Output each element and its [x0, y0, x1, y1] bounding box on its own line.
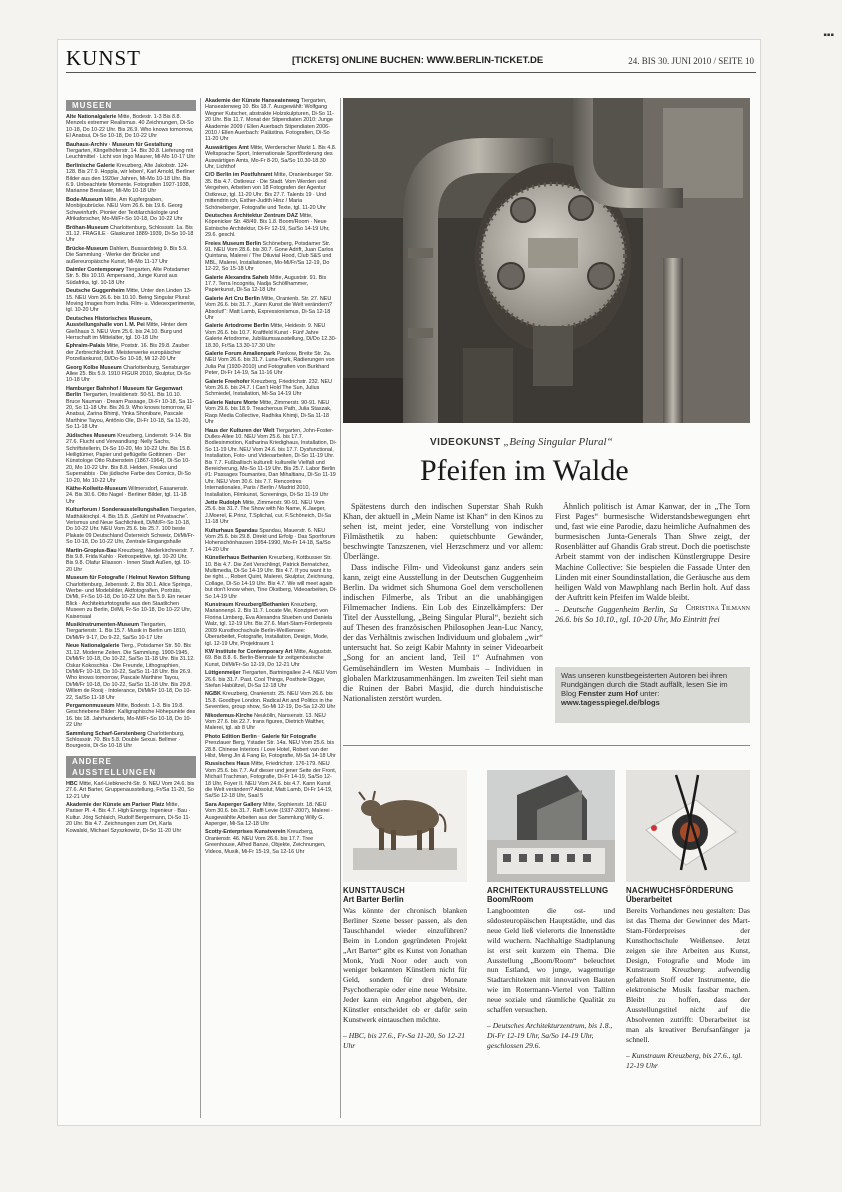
listing-entry	[205, 379, 337, 398]
listing-entry	[205, 323, 337, 349]
listing-details: Kreuzberg, Mariannenpl. 2. Bis 11.7. Locate Me, Konzipiert von Florina Limberg, Eva Alexandra Stueben und Daniela Walz, tgl. 12-19 Uhr. Bis 27.6. Mart-Stam-Förderpreis 2009 Kunsthochschule Berlin-Weißensee: Überarbeitet, Fotografie, Installation, Design, Mode, tgl. 12-19 Uhr, Projektraum 1	[205, 602, 333, 647]
listing-entry	[66, 575, 196, 620]
listing-entry	[66, 507, 196, 545]
feature-kicker: NACHWUCHSFÖRDERUNG	[626, 886, 734, 895]
listing-details: Wilmersdorf, Fasanenstr. 24. Bis 30.6. Otto Nagel · Berliner Bilder, tgl. 11-18 Uhr	[66, 485, 189, 505]
listings-column-1	[66, 98, 196, 1118]
listing-venue: Museum für Fotografie / Helmut Newton Stiftung	[66, 575, 190, 582]
exhibition-listings-a	[66, 781, 196, 834]
event-info: – Deutsche Guggenheim Berlin, Sa 26.6. bis So 10.10., tgl. 10-20 Uhr, Mo Eintritt frei	[555, 604, 720, 625]
listing-details: Mitte, Zimmerstr. 90-91. NEU Vom 25.6. bis 31.7. The Show with No Name, K.Jaeger, J.Moerel, E.Prinz, T.Splichal, cur. F.Schöneich, Di-Sa 11-18 Uhr	[205, 499, 332, 526]
listing-details: Spandau, Mauerstr. 6. NEU Vom 25.6. bis 29.8. Direkt und Erfolg · Das Sportforum Hohenschönhausen 1954-1990, Mo-Fr 14-18, Sa/So 14-20 Uhr	[205, 527, 336, 553]
listing-entry	[205, 500, 337, 526]
listing-entry	[66, 197, 196, 223]
museen-label: MUSEEN	[66, 100, 196, 111]
listing-entry	[205, 670, 337, 689]
listing-details: Kreuzberg, Oranienstr. 25. NEU Vom 26.6. bis 15.8. Goodbye London. Radical Art and Politics in the Seventies, group show, So-Mi 12-19, Do-Sa 12-20 Uhr	[205, 691, 336, 711]
listing-entry	[66, 316, 196, 342]
listing-entry	[66, 433, 196, 484]
listing-venue: Bauhaus-Archiv · Museum für Gestaltung	[66, 141, 173, 148]
listing-entry	[205, 428, 337, 498]
andere-label: ANDERE AUSSTELLUNGEN	[66, 756, 196, 778]
museum-listings	[66, 114, 196, 750]
feature-title: Überarbeitet	[626, 895, 672, 904]
listing-venue: Freies Museum Berlin	[205, 240, 262, 247]
listing-details: Mitte, Auguststr. 69. Bis 8.8. 6. Berlin-Biennale für zeitgenössische Kunst, Di/Mi/Fr-So 12-19, Do 12-21 Uhr	[205, 648, 333, 668]
listing-entry	[66, 142, 196, 161]
listing-venue: Nikodemus-Kirche	[205, 712, 253, 719]
listing-details: Kreuzberg, Niederkirchnerstr. 7. Bis 9.8. Frida Kahlo · Retrospektive, tgl. 10-20 Uhr. Bis 9.8. Olafur Eliasson · Innen Stadt Außen, tgl. 10-20 Uhr	[66, 547, 195, 573]
scan-marks: ▪▪▪	[823, 30, 834, 41]
listing-entry	[205, 275, 337, 294]
listings-column-2	[205, 98, 337, 1118]
listing-venue: Bröhan-Museum	[66, 224, 109, 231]
feature-info: – HBC, bis 27.6., Fr-Sa 11-20, So 12-21 Uhr	[343, 1030, 466, 1050]
listing-venue: Galerie Alexandra Saheb	[205, 274, 269, 281]
listing-details: Tiergarten, Tiergartenstr. 1. Bis 15.7. Musik in Berlin um 1810, Di/Mi/Fr 9-17, Do 9-22, Sa/So 10-17 Uhr	[66, 622, 187, 641]
listing-details: Tiergarten, Bartningallee 2-4. NEU Vom 26.6. bis 31.7. Past. Cool Things, Posthole Digger, Stefan Habültzel, Di-Sa 12-18 Uhr	[205, 670, 337, 689]
kicker-category: VIDEOKUNST	[430, 437, 501, 448]
section-title: KUNST	[66, 46, 142, 70]
listing-details: Tierg., Potsdamer Str. 50. Bis 31.12. Moderne Zeiten. Die Sammlung. 1900-1945, Di/Mi/Fr 10-18, Do 10-22, Sa/So 11-18 Uhr. Bis 31.12. Oskar Kokoschka · Die Freunde, Lithographien, Di/Mi/Fr 10-18, Do 10-22, Sa/So 11-18 Uhr. Bis 26.9. Who knows tomorrow, Pascale Marthine Tayou, Di/Mi/Fr 10-18, Do 10-22, Sa/So 11-18 Uhr. Bis 29.8. Willem de Rooij · Intolerance, Di/Mi/Fr 10-18, Do 10-22, Sa/So 11-18 Uhr	[66, 643, 195, 701]
listing-venue: Georg Kolbe Museum	[66, 364, 122, 371]
listing-entry	[205, 145, 337, 171]
feature-architektur	[487, 886, 615, 1051]
blog-promo-box	[555, 667, 750, 723]
listing-details: Mitte, Unter den Linden 13-15. NEU Vom 26.6. bis 10.10. Being Singular Plural: Moving Images from India. Film- u. Videoexperimente, tgl. 10-20 Uhr	[66, 288, 196, 314]
listing-entry	[205, 528, 337, 554]
listing-details: Tiergarten, Invalidenstr. 50-51. Bis 10.10. Bruce Nauman · Dream Passage, Di-Fr 10-18, Sa 11-20, So 11-18 Uhr. Bis 26.9. Who knows tomorrow, El Anatsui, Zarina Bhimji, Yinka Shonibare, Pascale Marthine Tayou, Antônio Ole, Di-Fr 10-18, Sa 11-20, So 11-18 Uhr	[66, 392, 195, 431]
listing-entry	[205, 649, 337, 668]
listing-entry	[205, 734, 337, 760]
listing-details: Tiergarten, John-Foster-Dulles-Allee 10. NEU Vom 25.6. bis 17.7. Bodiesinmotion, Katharina Kriedighaus, Installation, Di-So 11-19 Uhr. NEU Vom 24.6. bis 17.7. Dysfunctional, Installation, Foto- und Videoarbeiten, Di-So 11-19 Uhr. Bis 7.7. Fußballisch kulturell: kulturelle Vielfalt und Bereicherung, Mo-So 11-19 Uhr. Bis 25.7. Labor Berlin #1: Passages Toumantes, Dan Mihaltianu, Di-So 11-19 Uhr. NEU Vom 30.6. bis 7.7. Rencontres Internationales, Paris / Berlin / Madrid 2010, Installation, Filmkunst, Screenings, Di-So 11-19 Uhr	[205, 427, 337, 498]
listing-details: Schöneberg, Potsdamer Str. 91. NEU Vom 28.6. bis 30.7. Gone Adrift, Juan Carlos Quintana, Malerei / The Diluvial Hood, Club S&S und MBL, Malerei, Installationen, Mo-Mi/Fr/Sa 12-19, Do 12-22, So 15-18 Uhr	[205, 240, 334, 273]
article-column-2	[555, 502, 750, 625]
listing-venue: Galerie Forum Amalienpark	[205, 351, 276, 358]
listing-entry	[66, 267, 196, 286]
listing-venue: Galerie Art Cru Berlin	[205, 295, 260, 302]
listing-details: Pankow, Breite Str. 2a. NEU Vom 26.6. bis 31.7. Luna-Park, Radierungen von Julia Pai (1930-2010) und Fotografien von Burkhard Peter, Di-Fr 14-19, Sa 11-16 Uhr	[205, 351, 335, 377]
listing-entry	[205, 213, 337, 239]
listing-entry	[66, 163, 196, 195]
listing-details: Mitte, Heidestr. 9. NEU Vom 26.6. bis 10.7. Kraftfeld Kunst · Fünf Jahre Galerie Artodrome, Jubiläumsausstellung, Di/Do 12.30-18.30, Fr/Sa 13.30-17.30 Uhr	[205, 323, 337, 349]
listing-details: Prenzlauer Berg, Ystader Str. 14a. NEU Vom 25.6. bis 28.8. Chinese Interiors / Love Hotel, Robert van der Hilst, Meng Jin & Fang Er, Fotografie, Mi-Sa 14-18 Uhr	[205, 740, 336, 759]
feature-title: Boom/Room	[487, 895, 534, 904]
listing-details: Dahlem, Bussardsteig 9. Bis 5.9. Die Sammlung · Werke der Brücke und außereuropäische Kunst, Mi-Mo 11-17 Uhr	[66, 245, 188, 265]
listing-venue: Auswärtiges Amt	[205, 144, 249, 151]
listing-entry	[66, 622, 196, 641]
listing-details: Mitte, Köpenicker Str. 48/49. Bis 1.8. Boom/Room · Neue Estnische Architektur, Di-Fr 12-19, Sa/So 14-19 Uhr, 29.6. geschl.	[205, 212, 330, 239]
listing-entry	[205, 98, 337, 143]
listing-venue: Künstlerhaus Bethanien	[205, 555, 268, 562]
main-photo-industrial-machinery	[343, 98, 750, 423]
listing-venue: Sammlung Scharf-Gerstenberg	[66, 730, 146, 737]
listing-venue: Hamburger Bahnhof / Museum für Gegenwart Berlin	[66, 385, 183, 399]
listing-entry	[205, 761, 337, 799]
listing-venue: Kunstraum Kreuzberg/Bethanien	[205, 602, 290, 609]
listing-entry	[66, 486, 196, 505]
listing-details: Mitte, Sophienstr. 18. NEU Vom 30.6. bis 31.7. Raffi Levie (1937-2007), Malerei · Ausgewählte Arbeiten aus der Sammlung Willy G. Asperger, Mi-Sa 12-18 Uhr	[205, 801, 333, 828]
listing-venue: Bode-Museum	[66, 196, 104, 203]
listing-details: Kreuzberg, Alte Jakobstr. 124-128. Bis 27.9. Hoppla, wir leben!, Karl Arnold, Berliner Bilder aus den 1920er Jahren, Mi-Mo 10-18 Uhr. Bis 6.9. Unbeachtete Momente. Fotografien 1927-1938, Marianne Breslauer, Mi-Mo 10-18 Uhr	[66, 162, 195, 195]
listing-venue: Akademie der Künste am Pariser Platz	[66, 802, 165, 808]
promo-text: Was unseren kunstbegeisterten Autoren bei ihren Rundgängen durch die Stadt auffällt, lesen Sie im Blog	[561, 671, 728, 698]
listing-venue: Jette Rudolph	[205, 499, 241, 506]
article-headline: Pfeifen im Walde	[420, 454, 629, 487]
listing-details: Mitte, Zimmerstr. 90-91. NEU Vom 29.6. bis 18.9. Treacherous Path, Julia Staszak, Raqs Media Collective, Radhika Khimji, Di-Sa 11-18 Uhr	[205, 399, 332, 426]
listing-entry	[66, 703, 196, 729]
listing-entry	[205, 602, 337, 647]
listing-details: Kreuzberg, Kottbusser Str. 10. Bis 4.7. Die Zeit Verschlingt, Patrick Bernatchez, Multimedia, Di-So 14-19 Uhr. Bis 4.7. If you want it to be right..., Robert Quint, Malerei, Skulptur, Zeichnung, Collage, Di-So 14-19 Uhr. Bis 4.7. We will meet again but don’t know when, Tine Okstberg, Videoarbeiten, Di-So 14-19 Uhr	[205, 555, 337, 600]
listing-details: Charlottenburg, Jebensstr. 2. Bis 30.1. Alice Springs, Werbe- und Modebilder, Aktfotografien, Porträts, Di/Mi, Fr-So 10-18, Do 10-22 Uhr. Bis 5.9. Ein neuer Blick · Architekturfotografie aus den Staatlichen Museen zu Berlin, Di/Mi, Fr-So 10-18, Do 10-22 Uhr, Kaisersaal	[66, 581, 192, 620]
listing-details: Kreuzberg, Friedrichstr. 232. NEU Vom 26.6. bis 24.7. I Can’t Hold The Sun, Julius Schmiedel, Installation, Mi-Sa 14-19 Uhr	[205, 378, 333, 398]
listing-venue: Deutsches Architektur Zentrum DAZ	[205, 212, 298, 219]
listing-entry	[66, 386, 196, 431]
listing-venue: Neue Nationalgalerie	[66, 643, 120, 650]
feature-kicker: ARCHITEKTURAUSSTELLUNG	[487, 886, 609, 895]
listing-entry	[66, 225, 196, 244]
listing-venue: Galerie Nature Morte	[205, 399, 259, 406]
listing-entry	[66, 548, 196, 574]
listing-details: Mitte, Auguststr. 91. Bis 17.7. Terra Incognita, Nadja Schöllhammer, Papierkunst, Di-Sa 12-18 Uhr	[205, 274, 327, 294]
listing-entry	[66, 114, 196, 140]
listing-details: Charlottenburg, Schlossstr. 1a. Bis 31.12. FRAGILE · Glaskunst 1889-1939, Di-So 10-18 Uhr	[66, 224, 194, 244]
ticket-line: [TICKETS] ONLINE BUCHEN: WWW.BERLIN-TICKET.DE	[292, 55, 544, 66]
listing-details: Mitte, Karl-Liebknecht-Str. 9. NEU Vom 24.6. bis 27.6. Art Barter, Gruppenausstellung, Fr/Sa 11-20, So 12-21 Uhr	[66, 780, 195, 800]
issue-date: 24. BIS 30. JUNI 2010 / SEITE 10	[628, 56, 754, 66]
listing-venue: Jüdisches Museum	[66, 432, 116, 439]
listing-details: Tiergarten, Hanseatenweg 10. Bis 18.7. Ausgewählt: Wolfgang Wegner Kutscher, abstrakte Holzskulpturen, Di-So 11-20 Uhr. Bis 11.7. Monat der Stipendiaten 2010: Junge Akademie 2009 / Ellen Auerbach Stipendiaten 2006-2010 / Ellen Auerbach: Palästina. Fotografien, Di-So 11-20 Uhr	[205, 98, 334, 143]
listing-venue: Berlinische Galerie	[66, 162, 115, 169]
listing-details: Kreuzberg, Lindenstr. 9-14. Bis 27.6. Flucht und Verwandlung: Nelly Sachs, Schriftstellerin, Di-So 10-20, Mo 10-22 Uhr. Bis 15.8. Heiligtümer, Papier und geflügelte Gottinnen · Der Künstologe Otto Rubenstein (1867-1964), Di-So 10-20, Mo 10-22 Uhr. Bis 8.8. Helden, Freaks und Superrabbis · Die jüdische Farbe des Comics, Di-So 10-20, Mo 10-22 Uhr	[66, 432, 192, 484]
listing-entry	[205, 713, 337, 732]
article-text: Ähnlich politisch ist Amar Kanwar, der in „The Torn First Pages“ burmesische Widerstandsbewegungen ehrt und, fast wie eine Parodie, dazu heimliche Aufnahmen des burmesischen Junta-Generals Than Shwe zeigt, der Rosenblätter auf Ghandis Grab streut. Doch die poetischste Arbeit stammt von der indischen Künstlergruppe Desire Machine Collective: Sie bespielen die Fassade Unter den Linden mit einer Soundinstallation, die Geräusche aus dem heiligen Wald von Mawphlang nach Berlin holt. Auf dass der Auftritt kein Pfeifen im Walde bleibt.	[555, 502, 750, 602]
column-rule	[200, 98, 201, 1118]
listing-venue: Galerie Freehofer	[205, 378, 250, 385]
feature-text: Was könnte der chronisch blanken Berliner Szene besser passen, als den Tauschhandel wieder einzuführen? Beim in London gegründeten Projekt „Art Barter“ gibt es Kunst von Jonathan Monk, Yudi Noor oder auch von weniger bekannten Künstlern nicht für Geld, sondern für drei Monate Psychotherapie oder eine neue Website. Jeder kann ein Angebot abgeben, der Künstler entscheidet ob er dafür sein Kunstwerk eintauschen möchte.	[343, 906, 467, 1024]
article-kicker	[430, 436, 613, 448]
listing-details: Charlottenburg, Sensburger Allee 25. Bis 5.9. 1910 FIGUR 2010, Skulptur, Di-So 10-18 Uhr	[66, 364, 191, 384]
article-column-1	[343, 502, 543, 704]
listing-venue: Deutsche Guggenheim	[66, 288, 125, 295]
listing-venue: HBC	[66, 780, 78, 787]
listing-venue: Martin-Gropius-Bau	[66, 547, 117, 554]
listing-venue: NGBK	[205, 691, 221, 698]
listing-details: Mitte, Am Kupfergraben, Monbijoubrücke. NEU Vom 26.6. bis 19.6. Georg Schweinfurth. Pionier der Textilarchäologie und Afrikaforscher, Mo-Mi/Fr-So 10-18, Do 10-22 Uhr	[66, 196, 183, 223]
photo-electronic-instrument	[626, 770, 750, 882]
article-paragraph	[555, 502, 750, 612]
listing-details: Mitte, Oranienb. Str. 27. NEU Vom 26.6. bis 31.7. „Kann Kunst die Welt verändern? Absolut!“: Matt Lamb, Expressionismus, Di-Sa 12-18 Uhr	[205, 295, 332, 321]
feature-kicker: KUNSTTAUSCH	[343, 886, 406, 895]
listing-entry	[205, 691, 337, 710]
listing-entry	[205, 802, 337, 828]
listing-details: Kreuzberg, Oranienstr. 46. NEU Vom 26.6. bis 17.7. Tree Greenhouse, Alfred Banze, Objekte, Zeichnungen, Videos, Musik, Mi-Fr 15-19, Sa 12-16 Uhr	[205, 829, 326, 855]
listing-details: Mitte, Bodestr. 1-3 Bis 8.8. Menzels extremer Realismus. 40 Zeichnungen, Di-So 10-18, Do 10-22 Uhr. Bis 26.9. Who knows tomorrow, El Anatsui, Di-So 10-18, Do 10-22 Uhr	[66, 114, 194, 140]
listing-details: Tiergarten, Matthäikirchpl. 4. Bis 15.8. „Gefühl ist Privatsache“. Verismus und Neue Sachlichkeit, Di/Mi/Fr-So 10-18, Do 10-22 Uhr. NEU Vom 25.6. bis 25.7. 100 beste Plakate 09 Deutschland Österreich Schweiz, Di/Mi/Fr-So 10-18, Do 10-22 Uhr, Zentrale Eingangshalle	[66, 507, 196, 546]
listing-entry	[66, 365, 196, 384]
listing-details: Tiergarten, Alte Potsdamer Str. 5. Bis 10.10. Ampersand, Junge Kunst aus Südafrika, tgl. 10-18 Uhr	[66, 266, 190, 286]
feature-info: – Deutsches Architekturzentrum, bis 1.8., Di-Fr 12-19 Uhr, Sa/So 14-19 Uhr, geschlossen 29.6.	[487, 1020, 613, 1050]
listing-venue: Daimler Contemporary	[66, 266, 125, 273]
listing-entry	[66, 731, 196, 750]
listing-venue: Photo Edition Berlin · Galerie für Fotografie	[205, 733, 317, 740]
column-rule	[340, 98, 341, 1118]
listing-venue: Ephraim-Palais	[66, 343, 105, 350]
listing-entry	[205, 400, 337, 426]
listing-venue: Scotty-Enterprises Kunstverein	[205, 829, 286, 836]
feature-text: Langboomten die ost- und südosteuropäischen Hauptstädte, und das neue Geld ließ vielerorts die Innenstädte wild wuchern. Nachhaltige Stadtplanung ist erst seit kurzem ein Thema. Die Ausstellung „Boom/Room“ beleuchtet nun Estland, wo junge, wagemutige Stadtarchitekten mit innovativen Bauten wie im Rotermann-Viertel von Tallinn neue soziale und räumliche Qualität zu schaffen versuchen.	[487, 906, 615, 1015]
listing-details: Mitte, Bodestr. 1-3. Bis 19.8. Geschriebene Bilder: Kalligraphische Höhepunkte des 16. bis 18. Jahrhunderts, Mo-Mi/Fr-So 10-18, Do 10-22 Uhr	[66, 702, 196, 729]
listing-venue: Pergamonmuseum	[66, 702, 115, 709]
listing-details: Mitte, Oranienburger Str. 35. Bis 4.7. Ostkreuz · Die Stadt. Vom Werden und Vergehen, Arbeiten von 18 Fotografen der Agentur Ostkreuz, tgl. 11-20 Uhr. Bis 27.7. Talents 19 · Und mittendrin ich, Esther-Judith Hinz / Maria Schöneberger, Fotografie und Texte, tgl. 11-20 Uhr	[205, 172, 333, 211]
listing-details: Tiergarten, Klingelhöferstr. 14. Bis 30.8. Lieferung mit Leuchtmittel · Licht von Ingo Maurer, Mi-Mo 10-17 Uhr	[66, 148, 196, 161]
listing-venue: Käthe-Kollwitz-Museum	[66, 485, 127, 492]
feature-kunsttausch	[343, 886, 467, 1051]
listing-venue: Brücke-Museum	[66, 245, 108, 252]
listing-entry	[205, 296, 337, 322]
listing-entry	[66, 643, 196, 701]
listing-venue: Galerie Artodrome Berlin	[205, 323, 269, 330]
listing-entry	[205, 241, 337, 273]
photo-tallinn-architecture	[487, 770, 615, 882]
listing-details: Charlottenburg, Schlossstr. 70. Bis 5.8. Double Sexus. Bellmer · Bourgeois, Di-So 10-18 Uhr	[66, 730, 185, 750]
listing-entry	[66, 802, 196, 834]
promo-suffix: unter:	[639, 689, 660, 698]
listing-venue: Alte Nationalgalerie	[66, 114, 117, 120]
listing-details: Mitte, Poststr. 16. Bis 29.8. Zauber der Zerbrechlichkeit. Meisterwerke europäischer Porzellankunst, Di/Do-So 10-18, Mi 12-20 Uhr	[66, 343, 190, 363]
listing-venue: Lüttgenmeijer	[205, 670, 241, 677]
listing-entry	[66, 343, 196, 362]
listing-venue: Musikinstrumenten-Museum	[66, 622, 140, 629]
section-divider	[343, 745, 750, 746]
listing-details: Mitte, Pariser Pl. 4. Bis 4.7. High Energy. Ingenieur · Bau · Kultur. Jörg Schlaich, Rudolf Bergermann, Di-So 11-20 Uhr. Bis 4.7. Zeichnungen zum Ort, Karla Kowalski, Michael Szyszkowitz, Di-So 11-20 Uhr	[66, 802, 191, 834]
listing-entry	[66, 288, 196, 314]
blog-link[interactable]: www.tagesspiegel.de/blogs	[561, 698, 660, 707]
listing-details: Mitte, Friedrichstr. 176-179. NEU Vom 25.6. bis 7.7. Auf dieser und jener Seite der Front, Michail Trachman, Fotografie, Di-Fr 14-19, Sa/So 12-18 Uhr, Foyer II. NEU Vom 24.6. bis 4.7. Kann Kunst die Welt verändern? Absolut, Matt Lamb, Di-Fr 14-19, Sa/So 12-18 Uhr, Saal 5	[205, 761, 337, 800]
listing-venue: KW Institute for Contemporary Art	[205, 648, 293, 655]
listing-entry	[66, 781, 196, 800]
promo-blog-name: Fenster zum Hof	[578, 689, 638, 698]
listing-details: Neukölln, Nansenstr. 13. NEU Vom 27.6. bis 22.7. trans figures, Dietrich Walther, Malerei, tgl. ab 8 Uhr	[205, 712, 326, 732]
article-paragraph: Spätestens durch den indischen Superstar Shah Rukh Khan, der aktuell in „Mein Name ist Khan“ in den Kinos zu sehen ist, meint jeder, eine Vorstellung von indischer Filmästhetik zu haben: quietschbunte Gewänder, beschwingte Tanzszenen, viel Herzschmerz und vor allem: Überlänge.	[343, 502, 543, 562]
feature-nachwuchs	[626, 886, 750, 1071]
author-signature: Christina Tilmann	[685, 602, 750, 612]
article-paragraph: Dass indische Film- und Videokunst ganz anders sein kann, zeigt eine Ausstellung in der Deutschen Guggenheim Berlin. Da widmet sich Shumona Goel dem verschollenen indischen Filmerbe, als Tribut an die unabhängigen Filmemacher Indiens. Ein Lob des Einzelkämpfers: Der Titel der Ausstellung, „Being Singular Plural“, bezieht sich auf Thesen des französischen Philosophen Jean-Luc Nancy, der das Verhältnis zwischen Individuum und globalem „wir“ untersucht hat. So zeigt Kabir Mahnty in seiner Videoarbeit „Song for an ancient land, Teil 1“ Aufnahmen von Gemüsehändlern im Westen Mumbais – Individuen in globalen Marktzusammenhängen. Im zweiten Teil sieht man die Ruinen der Babri Masjid, die durch hinduistische Nationalisten zerstört wurden.	[343, 562, 543, 703]
page-header	[66, 46, 756, 73]
listing-details: Mitte, Werderscher Markt 1. Bis 4.8. Weltsprache Sport, Internationale Sportförderung des Auswärtigen Amts, Mo-Fr 8-20, Sa/So 10.30-18.30 Uhr, Lichthof	[205, 144, 337, 171]
listing-venue: Kulturforum / Sonderausstellungshallen	[66, 507, 169, 514]
kicker-title: „Being Singular Plural“	[503, 436, 613, 448]
listing-venue: Sara Asperger Gallery	[205, 801, 262, 808]
listing-venue: Russisches Haus	[205, 761, 250, 768]
feature-info: – Kunstraum Kreuzberg, bis 27.6., tgl. 12-19 Uhr	[626, 1050, 743, 1070]
exhibition-listings-b	[205, 98, 337, 855]
listing-venue: Kulturhaus Spandau	[205, 527, 258, 534]
listing-details: Mitte, Hinter dem Gießhaus 3. NEU Vom 25.6. bis 24.10. Burg und Herrschaft im Mittelalter, tgl. 10-18 Uhr	[66, 322, 188, 341]
feature-title: Art Barter Berlin	[343, 895, 404, 904]
listing-entry	[205, 351, 337, 377]
listing-entry	[66, 246, 196, 265]
feature-text: Bereits Vorhandenes neu gestalten: Das ist das Thema der Gewinner des Mart-Stam-Förderpreises der Kunsthochschule Weißensee. Jetzt zeigen sie ihre Arbeiten aus Kunst, Design, Fotografie und Mode im Kunstraum Kreuzberg: aufwendig gefalteten Stoff oder Instrumente, die elektronische Musik fassbar machen. Bleibt zu hoffen, dass der Ausstellungstitel nicht auf die Absolventen zutrifft: Überarbeitet ist man als kreativer Berufsanfänger ja schnell.	[626, 906, 750, 1044]
listing-entry	[205, 555, 337, 600]
photo-cow-sculpture	[343, 770, 467, 882]
listing-venue: Deutsches Historisches Museum, Ausstellungshalle von I. M. Pei	[66, 315, 152, 329]
listing-entry	[205, 172, 337, 210]
listing-venue: C/O Berlin im Postfuhramt	[205, 172, 273, 179]
listing-venue: Akademie der Künste Hanseatenweg	[205, 98, 300, 104]
listing-venue: Haus der Kulturen der Welt	[205, 427, 275, 434]
listing-entry	[205, 829, 337, 855]
